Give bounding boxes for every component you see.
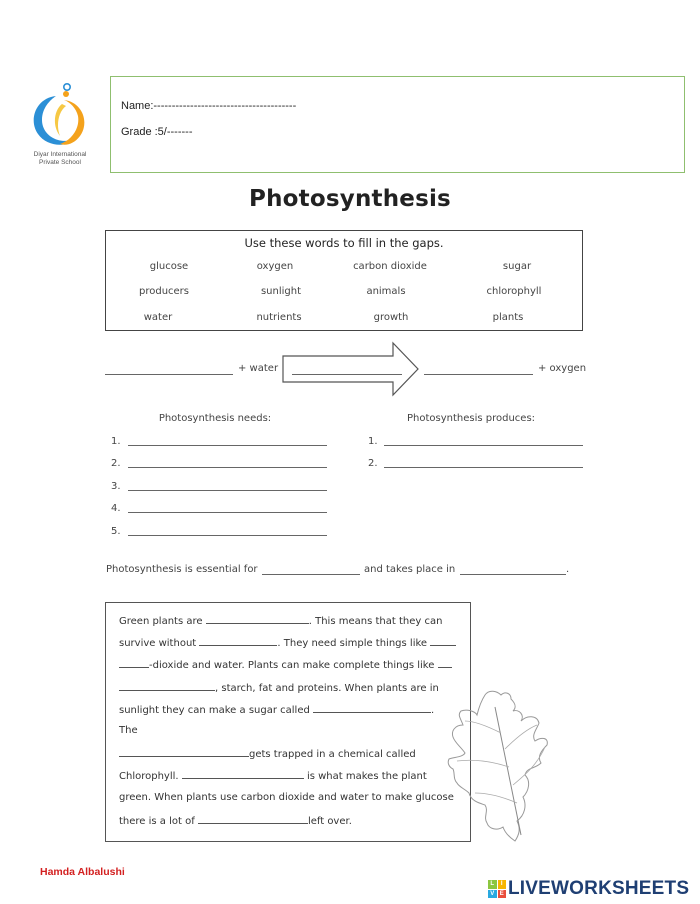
paragraph-line-6 xyxy=(119,725,138,736)
word-bank-word: sunlight xyxy=(260,286,302,297)
essential-text-1: Photosynthesis is essential for xyxy=(106,564,258,575)
page-title: Photosynthesis xyxy=(249,186,451,212)
paragraph-text: left over. xyxy=(307,816,352,827)
essential-blank-2[interactable] xyxy=(460,574,566,575)
produces-blank-2[interactable] xyxy=(384,467,583,468)
word-bank-word: oxygen xyxy=(256,261,294,272)
paragraph-text: green. When plants use carbon dioxide and water to make glucose xyxy=(119,792,454,803)
equation-blank-3[interactable] xyxy=(424,374,533,375)
equation-blank-2[interactable] xyxy=(292,374,402,375)
produces-number: 1. xyxy=(368,436,378,447)
brand-icon-letter: I xyxy=(498,880,507,889)
paragraph-blank[interactable] xyxy=(182,769,304,779)
needs-number: 1. xyxy=(111,436,121,447)
equation-blank-1[interactable] xyxy=(105,374,233,375)
word-bank-word: glucose xyxy=(149,261,189,272)
paragraph-line-4 xyxy=(119,681,439,694)
needs-number: 2. xyxy=(111,458,121,469)
paragraph-text: . They need simple things like xyxy=(277,638,428,649)
essential-blank-1[interactable] xyxy=(262,574,360,575)
word-bank-word: sugar xyxy=(502,261,532,272)
paragraph-blank[interactable] xyxy=(198,814,308,824)
needs-blank-2[interactable] xyxy=(128,467,327,468)
school-logo-icon xyxy=(26,82,96,154)
paragraph-text: , starch, fat and proteins. When plants are in xyxy=(215,683,439,694)
word-bank-word: water xyxy=(143,312,173,323)
needs-blank-1[interactable] xyxy=(128,445,327,446)
produces-blank-1[interactable] xyxy=(384,445,583,446)
word-bank-word: growth xyxy=(373,312,409,323)
plus-oxygen-label: + oxygen xyxy=(538,363,587,374)
paragraph-line-1 xyxy=(119,614,442,627)
school-name-line2: Private School xyxy=(39,159,81,166)
word-bank-word: nutrients xyxy=(256,312,302,323)
word-bank-word: producers xyxy=(138,286,189,297)
word-bank-word: chlorophyll xyxy=(486,286,542,297)
needs-number: 3. xyxy=(111,481,121,492)
word-bank-word: animals xyxy=(366,286,406,297)
word-bank-word: plants xyxy=(492,312,524,323)
needs-number: 5. xyxy=(111,526,121,537)
student-info-box xyxy=(110,76,685,173)
needs-blank-3[interactable] xyxy=(128,490,327,491)
essential-text-2: and takes place in xyxy=(364,564,456,575)
essential-end: . xyxy=(566,564,570,575)
school-name xyxy=(22,151,98,167)
paragraph-text: -dioxide and water. Plants can make complete things like xyxy=(149,660,435,671)
paragraph-text: . This means that they can xyxy=(308,616,443,627)
paragraph-text: there is a lot of xyxy=(119,816,195,827)
needs-number: 4. xyxy=(111,503,121,514)
word-bank xyxy=(105,230,583,331)
paragraph-line-3 xyxy=(119,658,452,671)
paragraph-line-9 xyxy=(119,792,454,803)
brand-icon-letter: L xyxy=(488,880,497,889)
liveworksheets-logo[interactable] xyxy=(488,878,689,900)
paragraph-text: Green plants are xyxy=(119,616,203,627)
paragraph-blank[interactable] xyxy=(119,658,149,668)
word-bank-word: carbon dioxide xyxy=(353,261,427,272)
name-field[interactable]: Name:--------------------------------------- xyxy=(121,100,297,112)
liveworksheets-brand: LIVEWORKSHEETS xyxy=(508,878,690,899)
leaf-illustration-icon xyxy=(445,685,585,855)
needs-blank-5[interactable] xyxy=(128,535,327,536)
paragraph-blank[interactable] xyxy=(199,636,277,646)
plus-water-label: + water xyxy=(238,363,279,374)
paragraph-line-8 xyxy=(119,769,427,782)
paragraph-line-5 xyxy=(119,703,434,716)
paragraph-blank[interactable] xyxy=(430,636,456,646)
arrow-icon xyxy=(280,341,420,397)
paragraph-blank[interactable] xyxy=(119,681,215,691)
word-bank-instruction: Use these words to fill in the gaps. xyxy=(244,236,444,250)
needs-heading: Photosynthesis needs: xyxy=(158,413,272,424)
paragraph-text: . xyxy=(431,705,435,716)
paragraph-text: sunlight they can make a sugar called xyxy=(119,705,310,716)
produces-number: 2. xyxy=(368,458,378,469)
paragraph-blank[interactable] xyxy=(206,614,309,624)
needs-blank-4[interactable] xyxy=(128,512,327,513)
paragraph-text: gets trapped in a chemical called xyxy=(249,749,416,760)
grade-field[interactable]: Grade :5/------- xyxy=(121,126,193,138)
brand-icon-letter: E xyxy=(498,890,507,899)
paragraph-text: survive without xyxy=(119,638,197,649)
paragraph-line-2 xyxy=(119,636,456,649)
paragraph-line-7 xyxy=(119,747,416,760)
liveworksheets-icon xyxy=(488,880,506,898)
paragraph-blank[interactable] xyxy=(438,658,452,668)
paragraph-line-10 xyxy=(119,814,352,827)
paragraph-blank[interactable] xyxy=(313,703,431,713)
paragraph-text: Chlorophyll. xyxy=(119,771,179,782)
author-name: Hamda Albalushi xyxy=(40,866,125,878)
school-name-line1: Diyar International xyxy=(33,151,87,158)
paragraph-text: is what makes the plant xyxy=(306,771,427,782)
produces-heading: Photosynthesis produces: xyxy=(406,413,536,424)
paragraph-text: The xyxy=(119,725,138,736)
fill-in-paragraph-box xyxy=(105,602,471,842)
brand-icon-letter: V xyxy=(488,890,497,899)
paragraph-blank[interactable] xyxy=(119,747,249,757)
